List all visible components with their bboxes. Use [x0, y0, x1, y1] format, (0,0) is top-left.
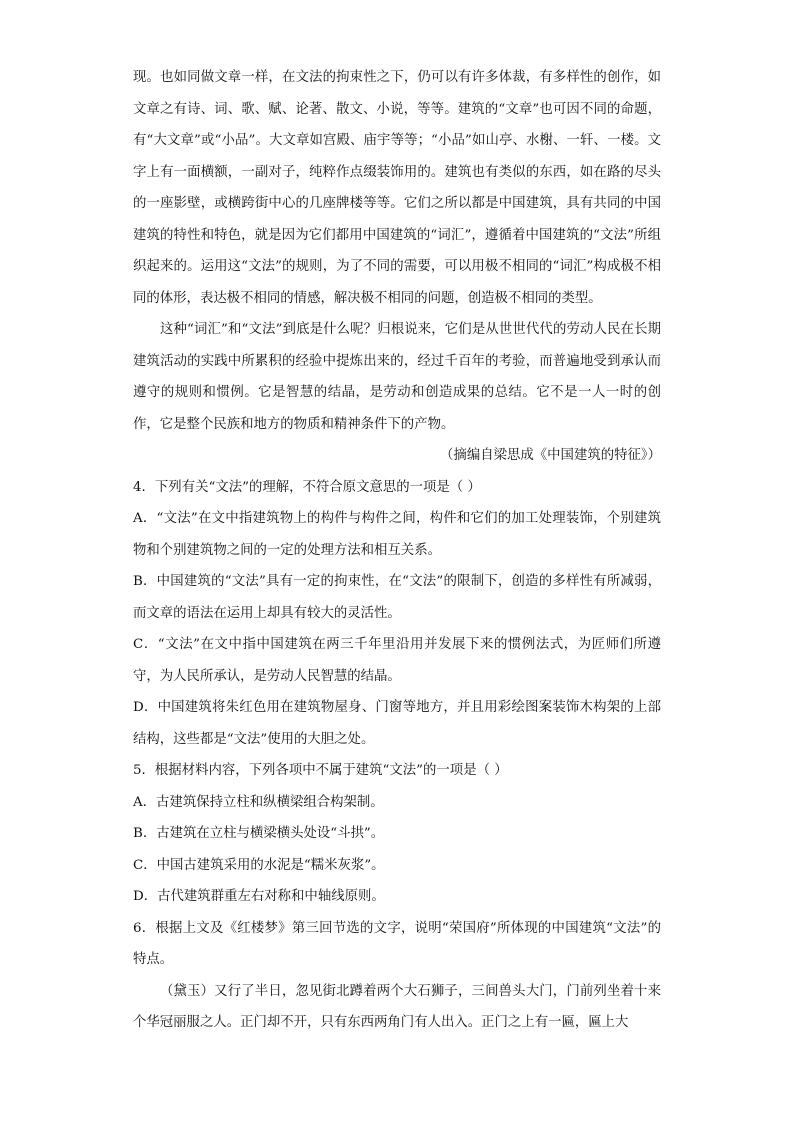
question-4-option-a: A．“文法”在文中指建筑物上的构件与构件之间，构件和它们的加工处理装饰，个别建筑物和个别建筑物之间的一定的处理方法和相互关系。 [133, 511, 661, 558]
question-5-option-c: C．中国古建筑采用的水泥是“糯米灰浆”。 [133, 857, 385, 873]
passage-source: （摘编自梁思成《中国建筑的特征》） [440, 448, 661, 463]
question-5-option-a: A．古建筑保持立柱和纵横梁组合构架制。 [133, 794, 384, 810]
question-4-option-c: C．“文法”在文中指中国建筑在两三千年里沿用并发展下来的惯例法式，为匠师们所遵守，为人民所承认，是劳动人民智慧的结晶。 [133, 637, 661, 684]
excerpt-paragraph: （黛玉）又行了半日，忽见街北蹲着两个大石狮子，三间兽头大门，门前列坐着十来个华冠丽服之人。正门却不开，只有东西两角门有人出入。正门之上有一匾，匾上大 [133, 983, 661, 1030]
passage-paragraph-2: 这种“词汇”和“文法”到底是什么呢？归根说来，它们是从世世代代的劳动人民在长期建筑活动的实践中所累积的经验中提炼出来的，经过千百年的考验，而普遍地受到承认而遵守的规则和惯例。它是智慧的结晶，是劳动和创造成果的总结。它不是一人一时的创作，它是整个民族和地方的物质和精神条件下的产物。 [133, 322, 661, 432]
question-5-option-d: D．古代建筑群重左右对称和中轴线原则。 [133, 889, 385, 904]
question-4-stem: 4．下列有关“文法”的理解，不符合原文意思的一项是（ ） [133, 479, 481, 495]
question-4-option-d: D．中国建筑将朱红色用在建筑物屋身、门窗等地方，并且用彩绘图案装饰木构架的上部结构，这些都是“文法”使用的大胆之处。 [133, 700, 661, 747]
question-5-option-b: B．古建筑在立柱与横梁横头处设“斗拱”。 [133, 826, 385, 841]
question-5-stem: 5．根据材料内容，下列各项中不属于建筑“文法”的一项是（ ） [133, 763, 508, 778]
passage-paragraph-1: 现。也如同做文章一样，在文法的拘束性之下，仍可以有许多体裁，有多样性的创作，如文章之有诗、词、歌、赋、论著、散文、小说，等等。建筑的“文章”也可因不同的命题，有“大文章”或“小品”。大文章如宫殿、庙宇等等；“小品”如山亭、水榭、一轩、一楼。文字上有一面横额，一副对子，纯粹作点缀装饰用的。建筑也有类似的东西，如在路的尽头的一座影壁，或横跨街中心的几座牌楼等等。它们之所以都是中国建筑，具有共同的中国建筑的特性和特色，就是因为它们都用中国建筑的“词汇”，遵循着中国建筑的“文法”所组织起来的。运用这“文法”的规则，为了不同的需要，可以用极不相同的“词汇”构成极不相同的体形，表达极不相同的情感，解决极不相同的问题，创造极不相同的类型。 [133, 70, 661, 306]
question-6-stem: 6．根据上文及《红楼梦》第三回节选的文字，说明“荣国府”所体现的中国建筑“文法”的特点。 [133, 920, 661, 967]
document-content [133, 62, 661, 1039]
question-4-option-b: B．中国建筑的“文法”具有一定的拘束性，在“文法”的限制下，创造的多样性有所减弱，而文章的语法在运用上却具有较大的灵活性。 [133, 574, 661, 621]
